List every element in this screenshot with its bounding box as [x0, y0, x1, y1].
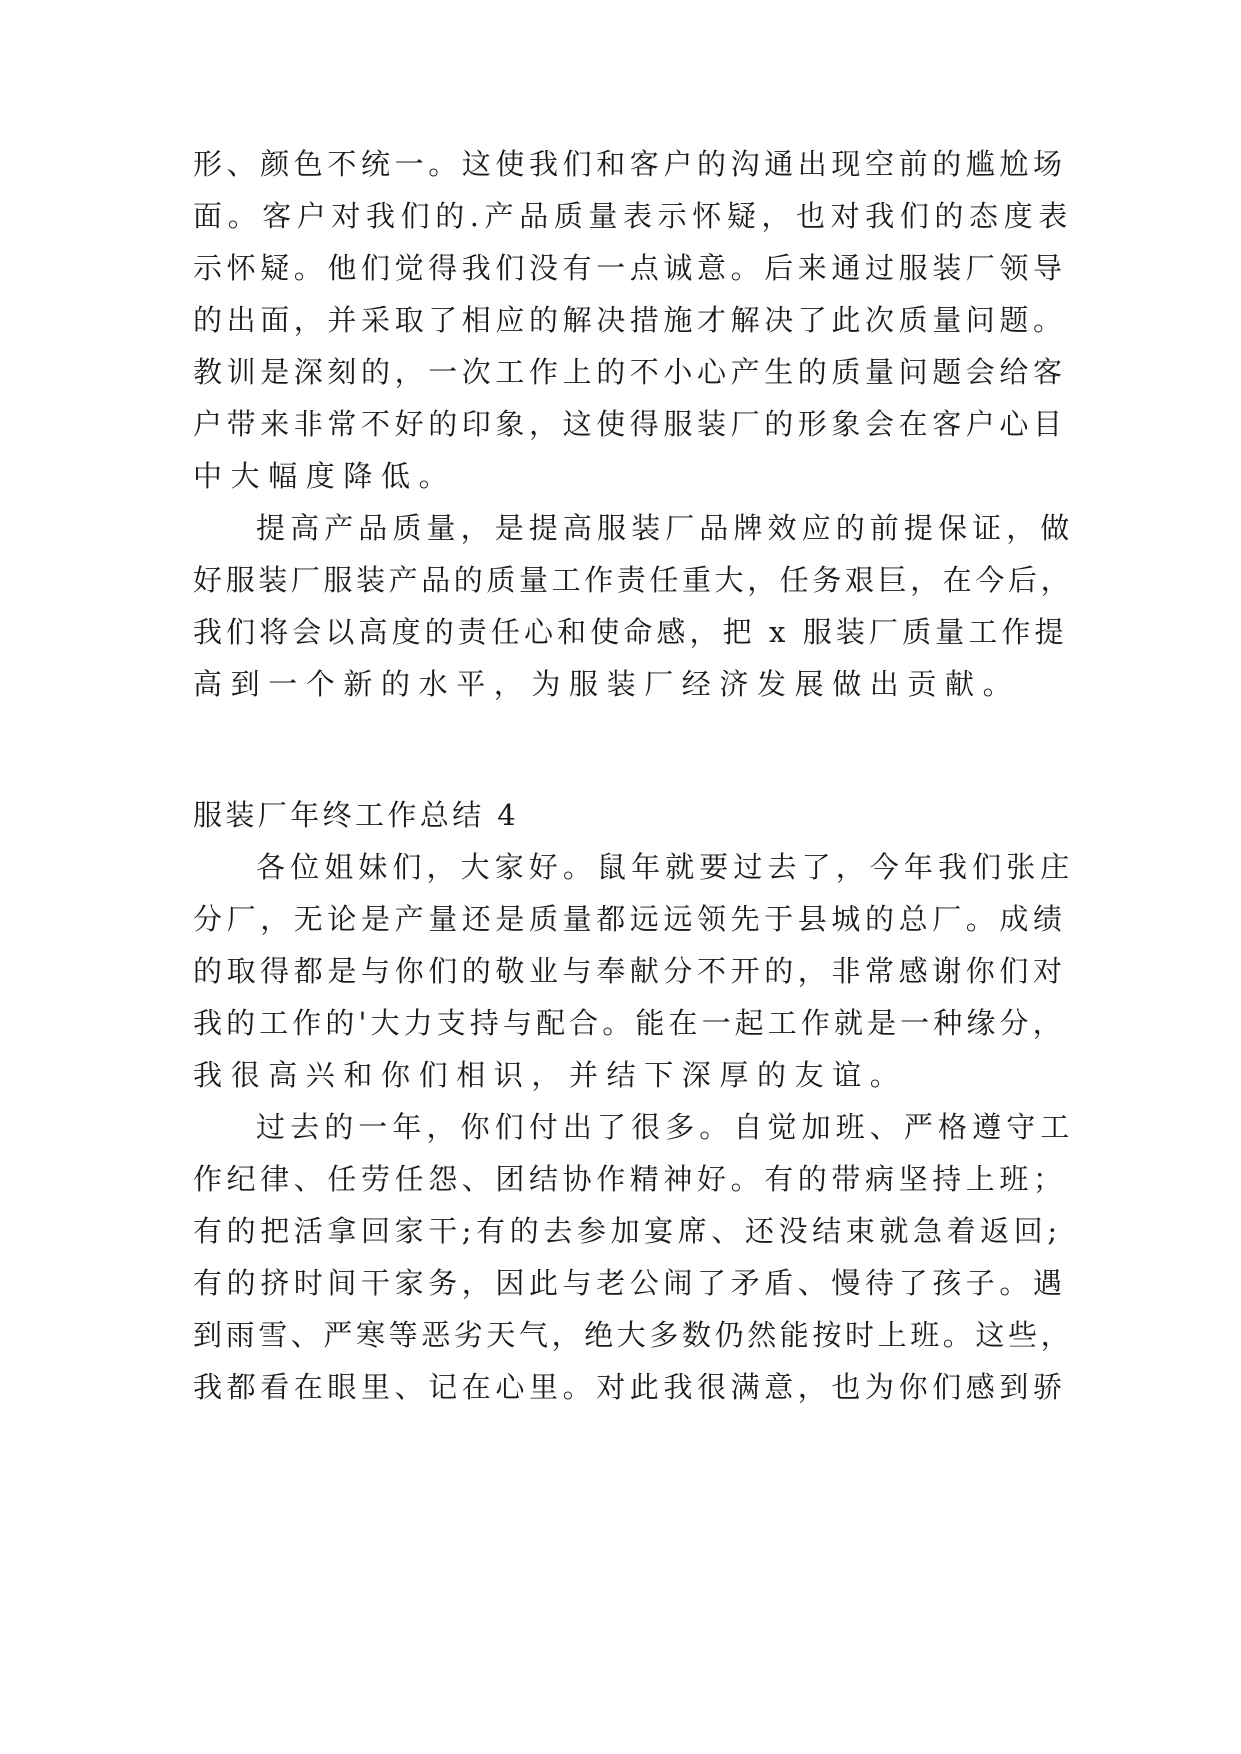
text-line: 各位姐妹们，大家好。鼠年就要过去了，今年我们张庄 [256, 850, 1075, 884]
text-line: 的取得都是与你们的敬业与奉献分不开的，非常感谢你们对 [193, 954, 1067, 988]
text-line: 我们将会以高度的责任心和使命感，把 x 服装厂质量工作提 [193, 615, 1068, 649]
text-line: 分厂，无论是产量还是质量都远远领先于县城的总厂。成绩 [193, 902, 1067, 936]
text-line: 好服装厂服装产品的质量工作责任重大，任务艰巨，在今后， [193, 563, 1074, 597]
text-line: 到雨雪、严寒等恶劣天气，绝大多数仍然能按时上班。这些， [193, 1318, 1074, 1352]
text-line: 提高产品质量，是提高服装厂品牌效应的前提保证，做 [256, 511, 1075, 545]
text-line: 户带来非常不好的印象，这使得服装厂的形象会在客户心目 [193, 407, 1067, 441]
text-line: 面。客户对我们的.产品质量表示怀疑，也对我们的态度表 [193, 199, 1073, 233]
text-line: 高到一个新的水平，为服装厂经济发展做出贡献。 [193, 667, 1021, 701]
text-line: 的出面，并采取了相应的解决措施才解决了此次质量问题。 [193, 303, 1067, 337]
text-line: 中大幅度降低。 [193, 459, 457, 493]
text-line: 有的挤时间干家务，因此与老公闹了矛盾、慢待了孩子。遇 [193, 1266, 1067, 1300]
section-heading: 服装厂年终工作总结 4 [193, 798, 520, 832]
text-line: 示怀疑。他们觉得我们没有一点诚意。后来通过服装厂领导 [193, 251, 1067, 285]
text-line: 我的工作的'大力支持与配合。能在一起工作就是一种缘分， [193, 1006, 1066, 1040]
text-line: 教训是深刻的，一次工作上的不小心产生的质量问题会给客 [193, 355, 1067, 389]
text-line: 我都看在眼里、记在心里。对此我很满意，也为你们感到骄 [193, 1370, 1067, 1404]
text-line: 形、颜色不统一。这使我们和客户的沟通出现空前的尴尬场 [193, 147, 1067, 181]
text-line: 作纪律、任劳任怨、团结协作精神好。有的带病坚持上班； [193, 1162, 1067, 1196]
text-line: 过去的一年，你们付出了很多。自觉加班、严格遵守工 [256, 1110, 1075, 1144]
text-line: 我很高兴和你们相识，并结下深厚的友谊。 [193, 1058, 908, 1092]
text-line: 有的把活拿回家干;有的去参加宴席、还没结束就急着返回; [193, 1214, 1062, 1248]
